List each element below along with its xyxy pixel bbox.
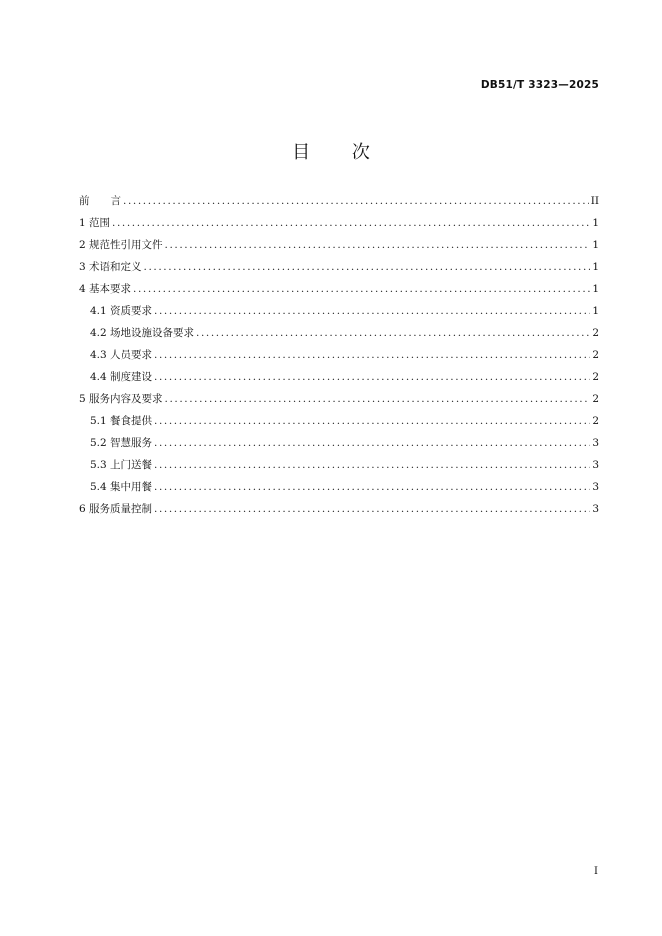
toc-dot-leader: [154, 481, 590, 493]
toc-entry-label: 5.2 智慧服务: [90, 437, 153, 449]
toc-dot-leader: [154, 349, 590, 361]
toc-entry[interactable]: [79, 501, 599, 523]
toc-dot-leader: [165, 239, 591, 251]
toc-entry-page: 1: [592, 305, 599, 317]
toc-dot-leader: [154, 371, 590, 383]
toc-entry-label: 前 言: [79, 195, 121, 207]
toc-dot-leader: [165, 393, 591, 405]
toc-entry-label: 5.4 集中用餐: [90, 481, 153, 493]
toc-entry-page: 1: [592, 217, 599, 229]
toc-dot-leader: [154, 503, 590, 515]
page-title: 目 次: [292, 142, 388, 163]
toc-entry-page: 1: [592, 239, 599, 251]
toc-dot-leader: [154, 437, 590, 449]
toc-entry-label: 1 范围: [79, 217, 111, 229]
toc-dot-leader: [154, 415, 590, 427]
toc-entry-page: II: [590, 195, 599, 207]
toc-entry[interactable]: [79, 435, 599, 457]
toc-dot-leader: [196, 327, 590, 339]
toc-entry-page: 2: [592, 393, 599, 405]
toc-entry-label: 4.1 资质要求: [90, 305, 153, 317]
toc-entry-label: 4.3 人员要求: [90, 349, 153, 361]
toc-entry-label: 4.4 制度建设: [90, 371, 153, 383]
toc-dot-leader: [154, 459, 590, 471]
toc-entry[interactable]: [79, 457, 599, 479]
toc-entry[interactable]: [79, 391, 599, 413]
toc-entry-label: 2 规范性引用文件: [79, 239, 163, 251]
toc-entry-page: 2: [592, 415, 599, 427]
toc-entry-page: 3: [592, 503, 599, 515]
toc-entry-label: 3 术语和定义: [79, 261, 142, 273]
toc-entry[interactable]: [79, 325, 599, 347]
toc-entry[interactable]: [79, 413, 599, 435]
toc-entry[interactable]: [79, 259, 599, 281]
toc-entry-label: 5 服务内容及要求: [79, 393, 163, 405]
toc-dot-leader: [112, 217, 590, 229]
toc-entry-page: 3: [592, 459, 599, 471]
toc-dot-leader: [144, 261, 591, 273]
toc-entry-page: 3: [592, 437, 599, 449]
toc-entry-label: 6 服务质量控制: [79, 503, 153, 515]
toc-entry-page: 1: [592, 283, 599, 295]
toc-entry-label: 5.1 餐食提供: [90, 415, 153, 427]
toc-dot-leader: [154, 305, 590, 317]
toc-entry-label: 4 基本要求: [79, 283, 132, 295]
toc-entry-label: 4.2 场地设施设备要求: [90, 327, 195, 339]
toc-entry-page: 1: [592, 261, 599, 273]
toc-entry-page: 3: [592, 481, 599, 493]
toc-entry-page: 2: [592, 327, 599, 339]
page-number: I: [594, 866, 598, 877]
toc-entry-label: 5.3 上门送餐: [90, 459, 153, 471]
toc-entry-page: 2: [592, 349, 599, 361]
toc-entry[interactable]: [79, 369, 599, 391]
toc-entry[interactable]: [79, 215, 599, 237]
toc-dot-leader: [123, 195, 589, 207]
toc-entry-page: 2: [592, 371, 599, 383]
toc-entry[interactable]: [79, 193, 599, 215]
toc-entry[interactable]: [79, 303, 599, 325]
toc-entry[interactable]: [79, 347, 599, 369]
toc-entry[interactable]: [79, 479, 599, 501]
toc-dot-leader: [133, 283, 590, 295]
toc-entry[interactable]: [79, 237, 599, 259]
toc-entry[interactable]: [79, 281, 599, 303]
document-code: DB51/T 3323—2025: [480, 79, 599, 91]
table-of-contents: [79, 193, 599, 523]
